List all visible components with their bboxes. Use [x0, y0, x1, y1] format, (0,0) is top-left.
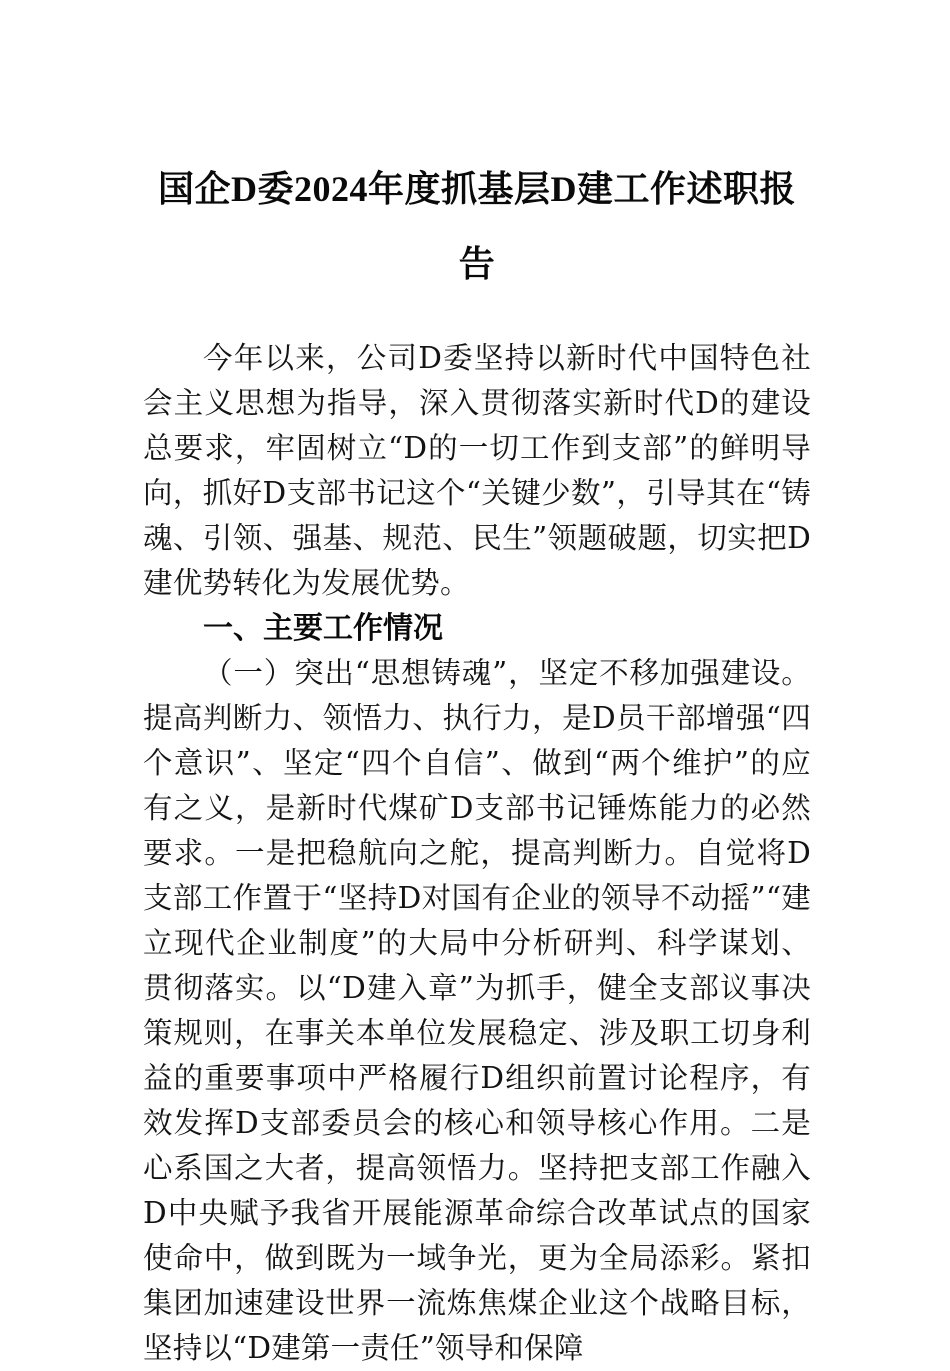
paragraph-subsection-one: （一）突出“思想铸魂”，坚定不移加强建设。提高判断力、领悟力、执行力，是D员干部增强“四个意识”、坚定“四个自信”、做到“两个维护”的应有之义，是新时代煤矿D支部书记锤炼能力的必然要求。一是把稳航向之舵，提高判断力。自觉将D支部工作置于“坚持D对国有企业的领导不动摇”“建立现代企业制度”的大局中分析研判、科学谋划、贯彻落实。以“D建入章”为抓手，健全支部议事决策规则，在事关本单位发展稳定、涉及职工切身利益的重要事项中严格履行D组织前置讨论程序，有效发挥D支部委员会的核心和领导核心作用。二是心系国之大者，提高领悟力。坚持把支部工作融入D中央赋予我省开展能源革命综合改革试点的国家使命中，做到既为一域争光，更为全局添彩。紧扣集团加速建设世界一流炼焦煤企业这个战略目标，坚持以“D建第一责任”领导和保障: [143, 656, 811, 1365]
page-title: 国企D委2024年度抓基层D建工作述职报告: [158, 169, 796, 284]
section-heading-main-work: 一、主要工作情况: [203, 611, 443, 646]
page-content-area: [143, 0, 811, 1371]
paragraph-intro: 今年以来，公司D委坚持以新时代中国特色社会主义思想为指导，深入贯彻落实新时代D的建设总要求，牢固树立“D的一切工作到支部”的鲜明导向，抓好D支部书记这个“关键少数”，引导其在“铸魂、引领、强基、规范、民生”领题破题，切实把D建优势转化为发展优势。: [143, 341, 811, 600]
title-body-spacer: [143, 302, 811, 336]
